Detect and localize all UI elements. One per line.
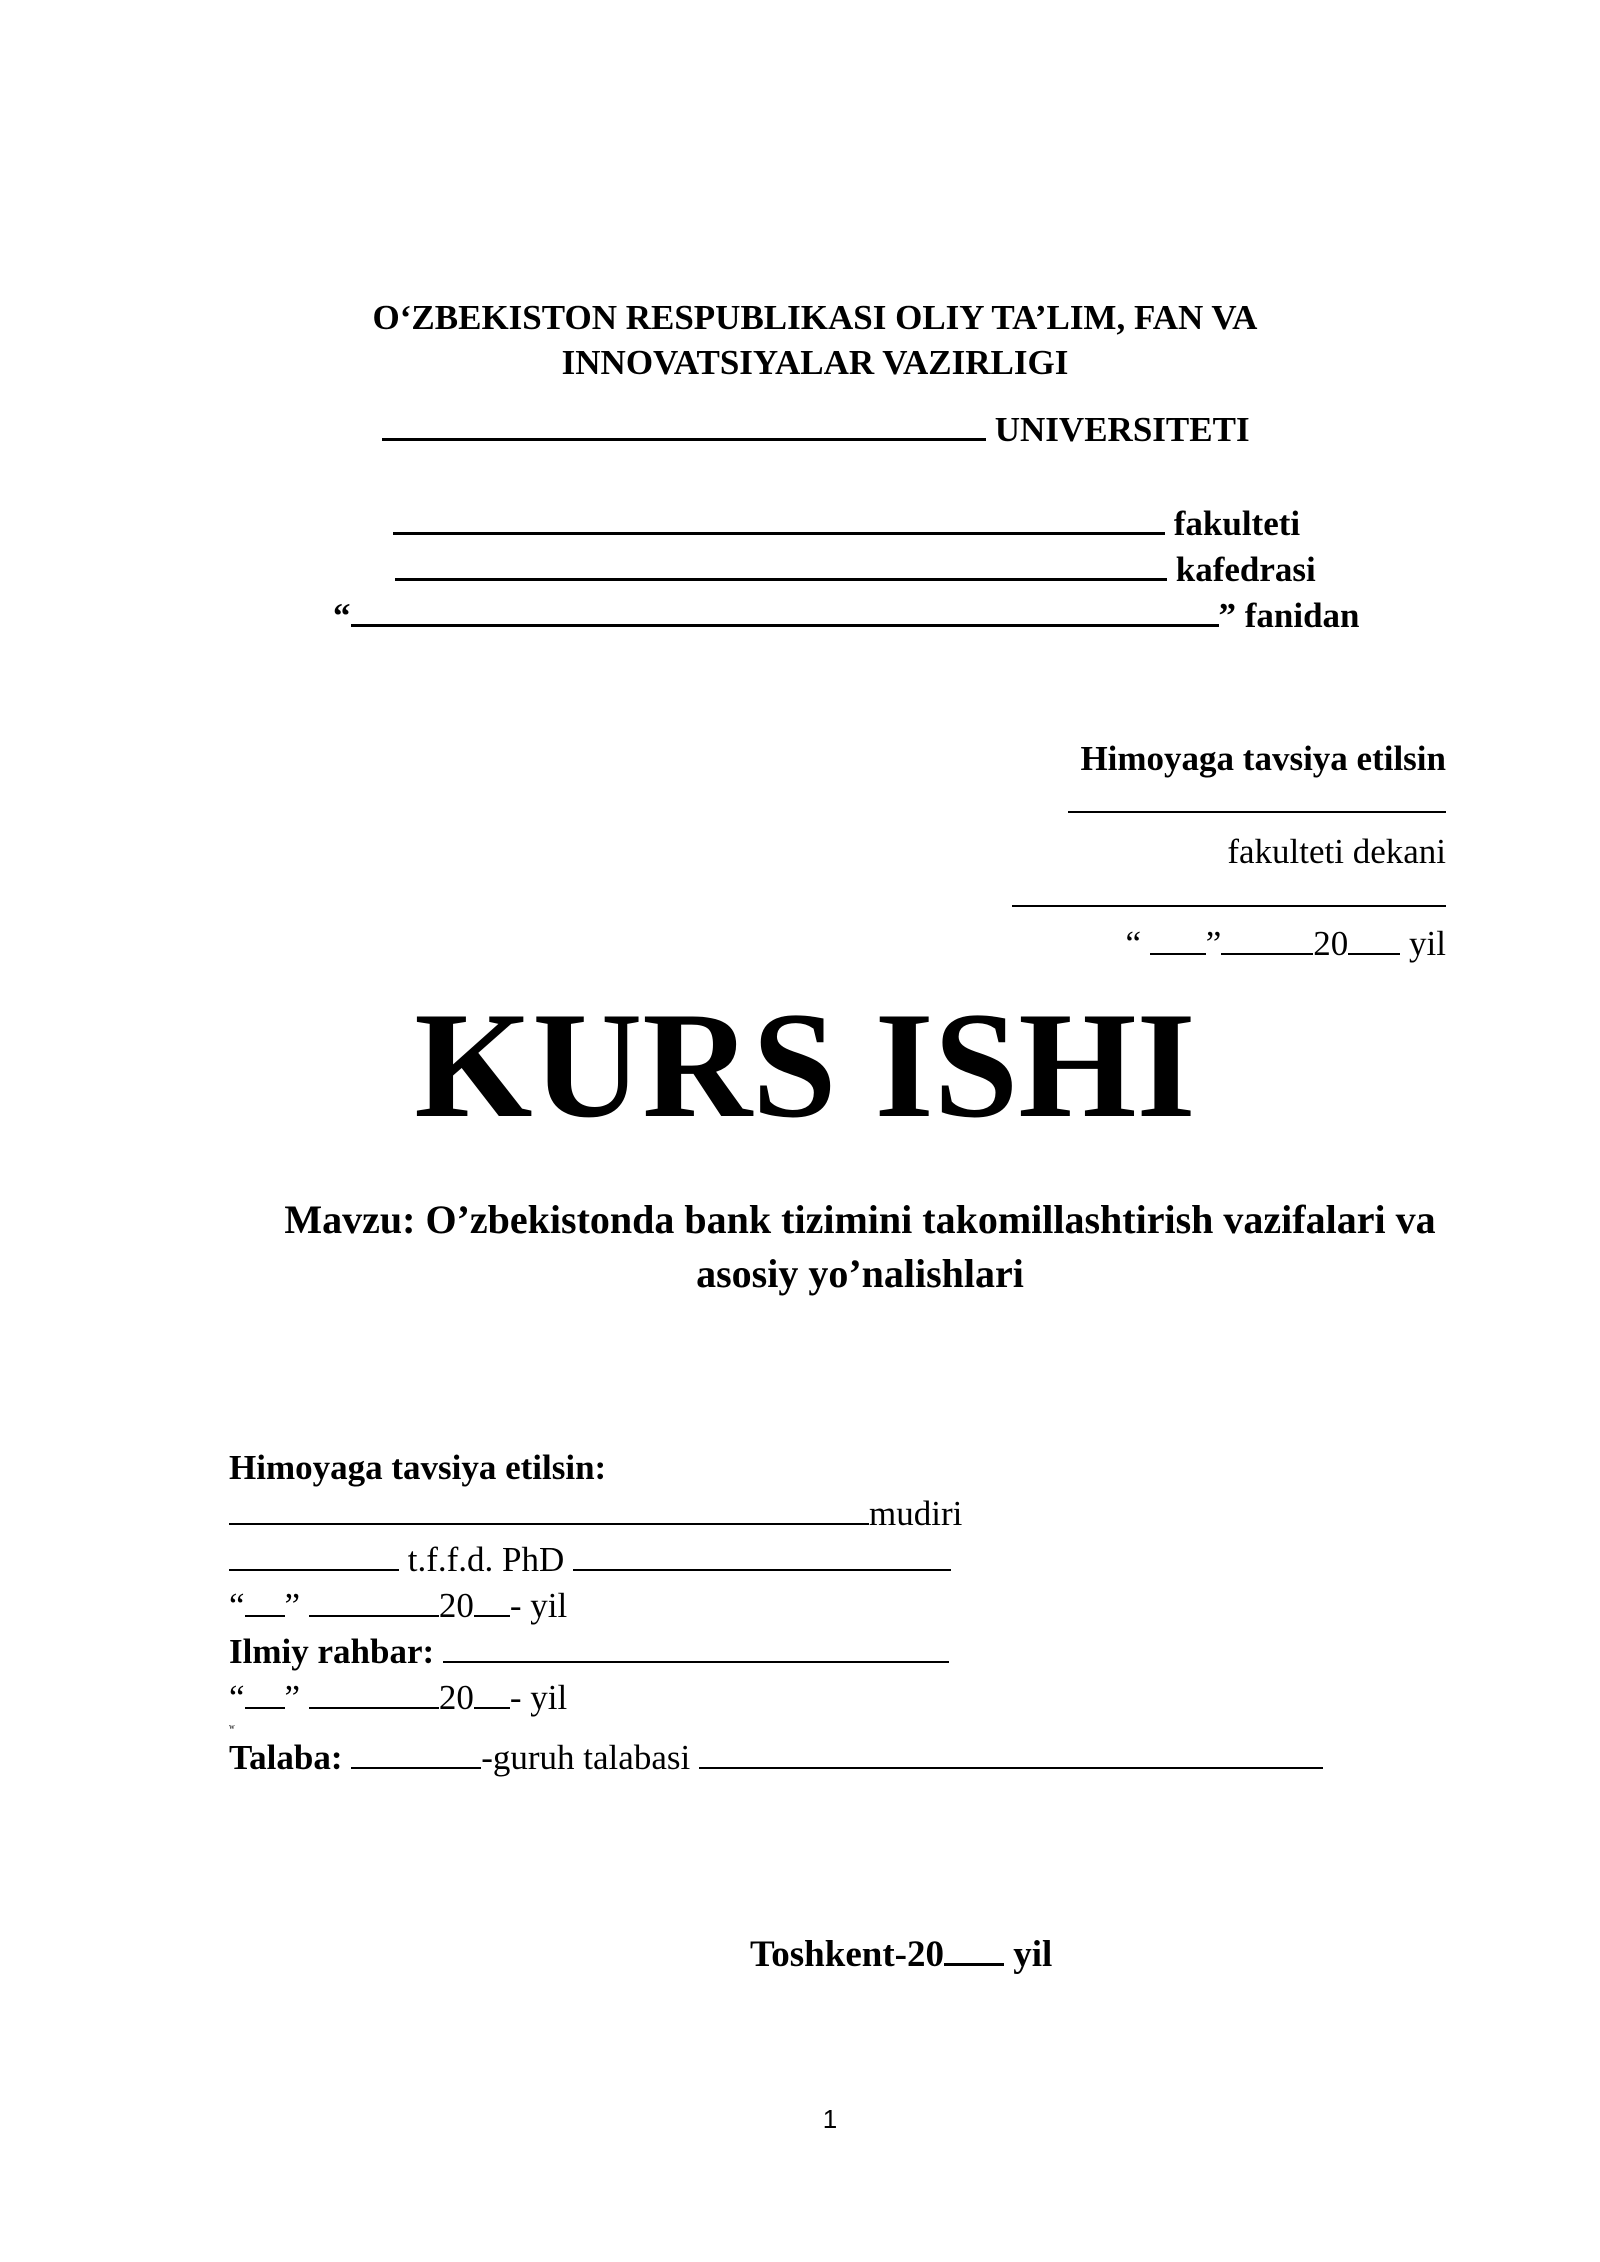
date-row-2 — [229, 1676, 567, 1720]
date2-day-blank — [245, 1677, 285, 1709]
date1-day-blank — [245, 1585, 285, 1617]
page-number: 1 — [822, 2104, 838, 2134]
date-row-1 — [229, 1584, 567, 1628]
department-name-blank — [395, 548, 1167, 581]
department-head-blank — [229, 1493, 869, 1525]
ministry-title-line-2: INNOVATSIYALAR VAZIRLIGI — [561, 343, 1069, 382]
student-name-blank — [699, 1737, 1323, 1769]
topic-line-2: asosiy yo’nalishlari — [696, 1251, 1024, 1296]
university-name-blank — [382, 408, 986, 441]
department-head-row — [229, 1492, 962, 1536]
ministry-title-line-1: O‘ZBEKISTON RESPUBLIKASI OLIY TA’LIM, FAN VA — [372, 298, 1258, 337]
topic-line-1: Mavzu: O’zbekistonda bank tizimini takomillashtirish vazifalari va — [284, 1197, 1436, 1242]
student-row — [229, 1736, 1323, 1780]
subject-row — [333, 594, 1360, 638]
approval-right-heading: Himoyaga tavsiya etilsin — [1080, 739, 1446, 778]
date2-suffix: - yil — [509, 1678, 568, 1717]
city-year — [750, 1932, 1052, 1978]
year-blank — [1348, 923, 1400, 955]
date1-open-quote: “ — [229, 1586, 245, 1625]
approval-right-date — [1125, 922, 1446, 966]
signature-line — [1068, 781, 1446, 813]
department-head-label: mudiri — [869, 1494, 963, 1533]
city-suffix: yil — [1013, 1934, 1053, 1975]
date1-close-quote: ” — [284, 1586, 301, 1625]
department-row — [395, 548, 1316, 592]
group-label: -guruh talabasi — [481, 1738, 691, 1777]
date2-year-blank — [474, 1677, 510, 1709]
approval-right-signature-blank-1 — [1068, 780, 1446, 824]
degree-row — [229, 1538, 951, 1582]
document-title: KURS ISHI — [414, 981, 1196, 1149]
university-label: UNIVERSITETI — [994, 410, 1250, 449]
degree-prefix-blank — [229, 1539, 399, 1571]
date1-suffix: - yil — [509, 1586, 568, 1625]
date-open-quote: “ — [1125, 924, 1141, 963]
department-label: kafedrasi — [1175, 550, 1316, 589]
date2-close-quote: ” — [284, 1678, 301, 1717]
subject-close-label: ” fanidan — [1218, 596, 1360, 635]
faculty-label: fakulteti — [1173, 504, 1301, 543]
date1-year-blank — [474, 1585, 510, 1617]
degree-label: t.f.f.d. PhD — [407, 1540, 565, 1579]
city-prefix: Toshkent-20 — [750, 1934, 944, 1975]
date1-month-blank — [309, 1585, 439, 1617]
city-year-blank — [944, 1933, 1004, 1966]
advisor-name-blank — [443, 1631, 949, 1663]
date-year-suffix: yil — [1409, 924, 1446, 963]
date2-month-blank — [309, 1677, 439, 1709]
degree-name-blank — [573, 1539, 951, 1571]
signature-line — [1012, 875, 1446, 907]
date-year-prefix: 20 — [1313, 924, 1349, 963]
student-label: Talaba: — [229, 1738, 343, 1777]
date1-year: 20 — [438, 1586, 474, 1625]
approval-left-heading: Himoyaga tavsiya etilsin: — [229, 1448, 607, 1487]
advisor-row — [229, 1630, 949, 1674]
university-row — [382, 408, 1250, 452]
approval-right-signature-blank-2 — [1012, 874, 1446, 918]
date2-open-quote: “ — [229, 1678, 245, 1717]
advisor-label: Ilmiy rahbar: — [229, 1632, 435, 1671]
faculty-name-blank — [393, 502, 1165, 535]
dean-label: fakulteti dekani — [1227, 832, 1446, 871]
faculty-row — [393, 502, 1300, 546]
date-close-quote: ” — [1205, 924, 1222, 963]
date2-year: 20 — [438, 1678, 474, 1717]
month-blank — [1221, 923, 1313, 955]
subject-open-quote: “ — [333, 596, 351, 635]
tiny-mark: w — [229, 1722, 235, 1731]
day-blank — [1150, 923, 1206, 955]
group-blank — [351, 1737, 481, 1769]
subject-name-blank — [351, 594, 1219, 627]
